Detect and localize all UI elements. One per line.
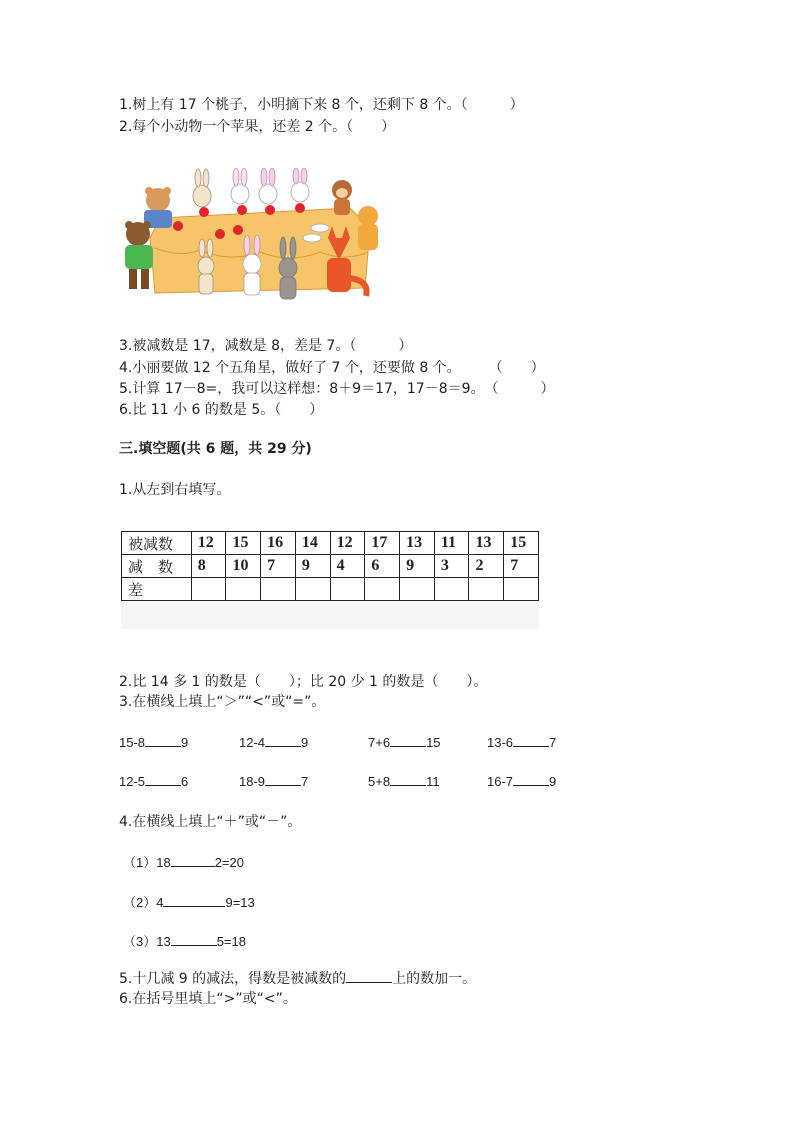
table-cell: 15 [504, 532, 539, 555]
compare-item [239, 773, 308, 789]
answer-cell[interactable] [191, 578, 226, 601]
q4-text: 4.在横线上填上“＋”或“－”。 [119, 814, 302, 830]
table-cell: 4 [330, 555, 365, 578]
answer-cell[interactable] [365, 578, 400, 601]
table-cell: 12 [191, 532, 226, 555]
answer-cell[interactable] [295, 578, 330, 601]
apple-icon [233, 225, 243, 235]
q1-text: 1.从左到右填写。 [119, 482, 231, 498]
apple-icon [199, 207, 209, 217]
judge-item-4: 4.小丽要做 12 个五角星，做好了 7 个，还要做 8 个。 （ ） [119, 360, 545, 376]
rabbit-icon [231, 168, 249, 204]
answer-blank[interactable] [145, 773, 181, 786]
q3-text: 3.在横线上填上“＞”“<”或“=”。 [119, 694, 326, 710]
answer-blank[interactable] [513, 773, 549, 786]
answer-cell[interactable] [261, 578, 296, 601]
q5-after: 上的数加一。 [392, 971, 477, 987]
apple-icon [173, 221, 183, 231]
compare-item [487, 734, 556, 750]
apple-icon [237, 205, 247, 215]
compare-item [119, 773, 188, 789]
judge-item-6: 6.比 11 小 6 的数是 5。（ ） [119, 402, 324, 418]
table-cell: 10 [226, 555, 261, 578]
compare-right: 9 [301, 735, 309, 750]
apple-icon [265, 205, 275, 215]
compare-item [239, 734, 308, 750]
q5-before: 5.十几减 9 的减法，得数是被减数的 [119, 971, 347, 987]
apple-icon [295, 203, 305, 213]
table-cell: 11 [434, 532, 469, 555]
answer-blank[interactable] [390, 773, 426, 786]
compare-right: 9 [549, 774, 557, 789]
rabbit-icon [259, 168, 277, 204]
compare-item [119, 734, 188, 750]
answer-cell[interactable] [226, 578, 261, 601]
compare-right: 7 [549, 735, 557, 750]
rabbit-icon [291, 168, 309, 202]
compare-right: 11 [426, 774, 440, 789]
answer-blank[interactable] [346, 970, 392, 983]
answer-cell[interactable] [469, 578, 504, 601]
answer-blank[interactable] [265, 773, 301, 786]
answer-blank[interactable] [390, 734, 426, 747]
animals-table-illustration [120, 168, 386, 302]
q4-item-1 [123, 852, 244, 871]
answer-blank[interactable] [171, 933, 217, 946]
table-cell: 7 [504, 555, 539, 578]
table-cell: 7 [261, 555, 296, 578]
row-label-subtrahend: 减 数 [122, 555, 192, 578]
judge-item-3: 3.被减数是 17，减数是 8，差是 7。（ ） [119, 338, 413, 354]
judge-item-2: 2.每个小动物一个苹果，还差 2 个。（ ） [119, 119, 396, 135]
q4-item-3 [123, 931, 246, 950]
compare-left: 16-7 [487, 774, 514, 789]
q6-text: 6.在括号里填上“>”或“<”。 [119, 991, 297, 1007]
section-title: 三.填空题(共 6 题，共 29 分) [119, 441, 312, 457]
answer-blank[interactable] [171, 854, 215, 867]
compare-left: 13-6 [487, 735, 514, 750]
compare-right: 15 [426, 735, 441, 750]
table-cell: 13 [400, 532, 435, 555]
row-label-minuend: 被减数 [122, 532, 192, 555]
row-label-difference: 差 [122, 578, 192, 601]
compare-left: 7+6 [368, 735, 391, 750]
answer-blank[interactable] [265, 734, 301, 747]
bear-icon [125, 221, 153, 289]
subtraction-table-area [121, 531, 539, 629]
table-cell: 6 [365, 555, 400, 578]
answer-cell[interactable] [330, 578, 365, 601]
table-cell: 3 [434, 555, 469, 578]
cat-icon [358, 206, 378, 250]
compare-right: 7 [301, 774, 309, 789]
table-cell: 17 [365, 532, 400, 555]
table-cell: 8 [191, 555, 226, 578]
compare-left: 12-4 [239, 735, 266, 750]
table-cell: 12 [330, 532, 365, 555]
judge-item-1: 1.树上有 17 个桃子，小明摘下来 8 个，还剩下 8 个。（ ） [119, 97, 524, 113]
table-cell: 9 [400, 555, 435, 578]
compare-left: 18-9 [239, 774, 266, 789]
compare-left: 5+8 [368, 774, 391, 789]
q4-item-right: 9=13 [225, 895, 255, 910]
answer-blank[interactable] [513, 734, 549, 747]
q4-item-2 [123, 892, 255, 911]
monkey-icon [332, 180, 352, 215]
q4-item-right: 5=18 [216, 934, 246, 949]
compare-right: 9 [181, 735, 189, 750]
table-cell: 15 [226, 532, 261, 555]
answer-blank[interactable] [145, 734, 181, 747]
compare-left: 12-5 [119, 774, 146, 789]
answer-cell[interactable] [504, 578, 539, 601]
apple-icon [215, 229, 225, 239]
table-row [122, 555, 539, 578]
judge-item-5: 5.计算 17－8=，我可以这样想：8＋9＝17，17－8＝9。 （ ） [119, 381, 555, 397]
table-cell: 9 [295, 555, 330, 578]
compare-item [487, 773, 556, 789]
table-cell: 16 [261, 532, 296, 555]
subtraction-table [121, 531, 539, 601]
table-cell: 14 [295, 532, 330, 555]
q4-item-label: （2）4 [123, 895, 164, 910]
q4-item-label: （3）13 [123, 934, 171, 949]
table-cell: 2 [469, 555, 504, 578]
q5-text [119, 970, 476, 988]
compare-item [368, 734, 441, 750]
compare-item [368, 773, 440, 789]
table-cell: 13 [469, 532, 504, 555]
table-row [122, 578, 539, 601]
q2-text: 2.比 14 多 1 的数是（ ）；比 20 少 1 的数是（ ）。 [119, 674, 488, 690]
answer-cell[interactable] [400, 578, 435, 601]
table-row [122, 532, 539, 555]
answer-blank[interactable] [163, 894, 225, 907]
compare-right: 6 [181, 774, 189, 789]
compare-left: 15-8 [119, 735, 146, 750]
q4-item-label: （1）18 [123, 855, 171, 870]
q4-item-right: 2=20 [214, 855, 244, 870]
answer-cell[interactable] [434, 578, 469, 601]
rabbit-icon [193, 169, 211, 207]
